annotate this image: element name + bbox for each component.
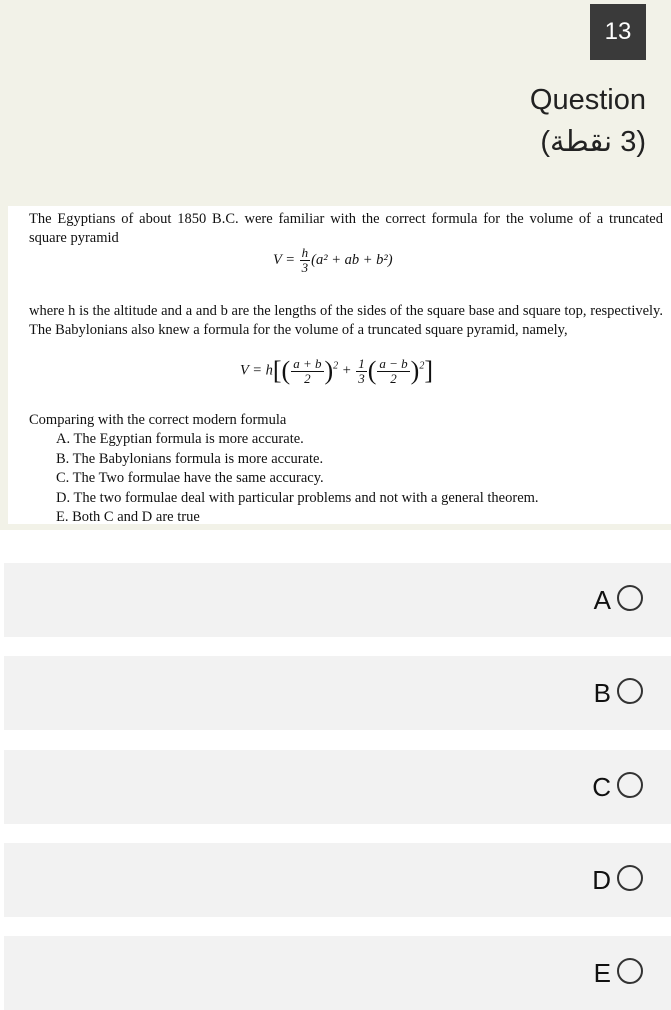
- radio-button[interactable]: [617, 772, 643, 798]
- open-bracket: [(: [272, 356, 291, 385]
- question-header: [0, 0, 671, 200]
- question-number-badge: 13: [590, 4, 646, 60]
- question-content-area: [0, 200, 671, 530]
- problem-description: where h is the altitude and a and b are the lengths of the sides of the square base and square top, respectively. The Babylonians also knew a formula for the volume of a truncated square pyramid, namely,: [29, 303, 663, 338]
- formula1-fraction: [300, 246, 311, 275]
- answer-option-d[interactable]: [4, 843, 671, 917]
- formula2-lhs: V = h: [240, 362, 273, 379]
- answer-label: C: [592, 771, 611, 802]
- option-c-text: [56, 469, 663, 489]
- question-image: [8, 206, 671, 524]
- option-letter: D.: [56, 489, 71, 506]
- babylonian-formula: [240, 356, 433, 386]
- plus-sign: +: [341, 362, 352, 379]
- term2-fraction: [377, 357, 409, 386]
- answer-option-a[interactable]: [4, 563, 671, 637]
- close-square-bracket: ]: [424, 356, 434, 385]
- term1-exponent: 2: [333, 360, 339, 372]
- option-text: The Babylonians formula is more accurate.: [72, 450, 324, 467]
- option-letter: B.: [56, 450, 70, 467]
- formula1-frac-den: 3: [301, 260, 309, 275]
- option-letter: A.: [56, 431, 71, 447]
- answer-label: D: [592, 864, 611, 895]
- option-d-text: [56, 489, 663, 509]
- term2-open-paren: (: [367, 356, 377, 385]
- term2-exponent: 2: [419, 360, 425, 372]
- coef-num: 1: [358, 355, 365, 371]
- option-a-text: [56, 430, 663, 450]
- problem-prompt: Comparing with the correct modern formula: [29, 412, 287, 428]
- term2-num: a − b: [379, 355, 408, 371]
- formula1-rhs: (a² + ab + b²): [311, 251, 393, 268]
- coef-den: 3: [358, 370, 365, 386]
- question-label: Question: [529, 84, 646, 116]
- answer-label: E: [593, 957, 611, 988]
- answer-option-b[interactable]: [4, 656, 671, 730]
- radio-button[interactable]: [617, 585, 643, 611]
- term2-den: 2: [390, 370, 397, 386]
- option-text: The Egyptian formula is more accurate.: [73, 431, 304, 447]
- option-text: The two formulae deal with particular problems and not with a general theorem.: [73, 489, 539, 506]
- formula1-frac-num: h: [301, 245, 309, 260]
- close-bracket: ): [410, 356, 420, 385]
- answer-label: B: [593, 677, 611, 708]
- coefficient-fraction: [356, 357, 367, 386]
- answer-label: A: [593, 584, 611, 615]
- radio-button[interactable]: [617, 958, 643, 984]
- question-points: (3 نقطة): [540, 126, 646, 158]
- term1-close-paren: ): [324, 356, 334, 385]
- term1-num: a + b: [293, 355, 322, 371]
- answer-option-e[interactable]: [4, 936, 671, 1010]
- egyptian-formula: [273, 246, 393, 275]
- term1-fraction: [291, 357, 323, 386]
- radio-button[interactable]: [617, 678, 643, 704]
- option-text: Both C and D are true: [72, 509, 200, 524]
- option-letter: E.: [56, 509, 69, 524]
- answer-option-c[interactable]: [4, 750, 671, 824]
- option-text: The Two formulae have the same accuracy.: [72, 470, 324, 486]
- term1-den: 2: [304, 370, 311, 386]
- option-b-text: [56, 450, 663, 470]
- formula1-lhs: V =: [273, 251, 296, 268]
- radio-button[interactable]: [617, 865, 643, 891]
- option-e-text: [56, 508, 663, 524]
- problem-intro: The Egyptians of about 1850 B.C. were familiar with the correct formula for the volume of a truncated square pyramid: [29, 211, 663, 246]
- option-letter: C.: [56, 470, 70, 486]
